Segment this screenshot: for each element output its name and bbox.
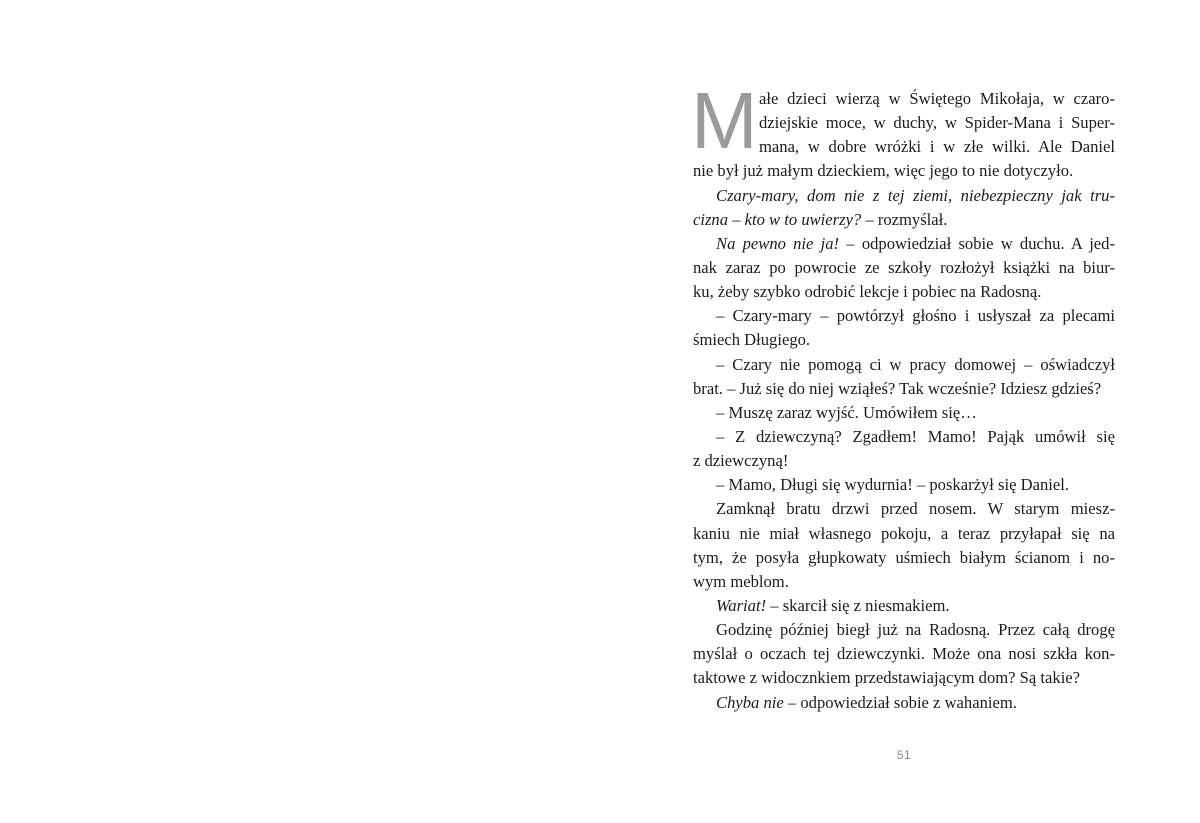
text-line: nak zaraz po powrocie ze szkoły rozłożył książki na biur-: [693, 257, 1115, 277]
text-line: brat. – Już się do niej wziąłeś? Tak wcześnie? Idziesz gdzieś?: [693, 378, 1102, 398]
text-line: nie był już małym dzieckiem, więc jego to nie dotyczyło.: [693, 161, 1074, 181]
text-line: Godzinę później biegł już na Radosną. Przez całą drogę: [716, 620, 1115, 640]
text-line: Czary-mary, dom nie z tej ziemi, niebezpieczny jak tru-: [716, 185, 1115, 205]
text-line: Zamknął bratu drzwi przed nosem. W starym miesz-: [716, 499, 1115, 519]
text-line: tym, że posyła głupkowaty uśmiech białym ścianom i no-: [693, 547, 1115, 567]
text-line: – Z dziewczyną? Zgadłem! Mamo! Pająk umówił się: [716, 426, 1115, 446]
text-line: dziejskie moce, w duchy, w Spider-Mana i Super-: [759, 113, 1115, 133]
text-line: wym meblom.: [693, 571, 789, 591]
text-line: z dziewczyną!: [693, 451, 789, 471]
body-text: [691, 76, 1115, 715]
text-line: Wariat! – skarcił się z niesmakiem.: [716, 595, 950, 615]
text-line: cizna – kto w to uwierzy? – rozmyślał.: [693, 209, 948, 229]
text-line: Na pewno nie ja! – odpowiedział sobie w duchu. A jed-: [716, 233, 1115, 253]
text-line: – Czary-mary – powtórzył głośno i usłyszał za plecami: [716, 306, 1115, 326]
text-line: kaniu nie miał własnego pokoju, a teraz przyłapał się na: [693, 523, 1115, 543]
right-page: [600, 0, 1200, 823]
text-line: ku, żeby szybko odrobić lekcje i pobiec na Radosną.: [693, 282, 1042, 302]
text-line: śmiech Długiego.: [693, 330, 811, 350]
text-line: – Muszę zaraz wyjść. Umówiłem się…: [716, 402, 977, 422]
text-line: mana, w dobre wróżki i w złe wilki. Ale Daniel: [759, 137, 1115, 157]
drop-cap: M: [691, 76, 758, 165]
text-line: ałe dzieci wierzą w Świętego Mikołaja, w czaro-: [759, 89, 1115, 108]
text-line: Chyba nie – odpowiedział sobie z wahaniem.: [716, 692, 1017, 712]
text-line: – Czary nie pomogą ci w pracy domowej – oświadczył: [716, 354, 1115, 374]
text-line: taktowe z widocznkiem przedstawiającym dom? Są takie?: [693, 668, 1081, 688]
text-line: myślał o oczach tej dziewczynki. Może ona nosi szkła kon-: [693, 644, 1115, 664]
text-line: – Mamo, Długi się wydurnia! – poskarżył się Daniel.: [716, 475, 1070, 495]
page-number: 51: [896, 748, 912, 762]
